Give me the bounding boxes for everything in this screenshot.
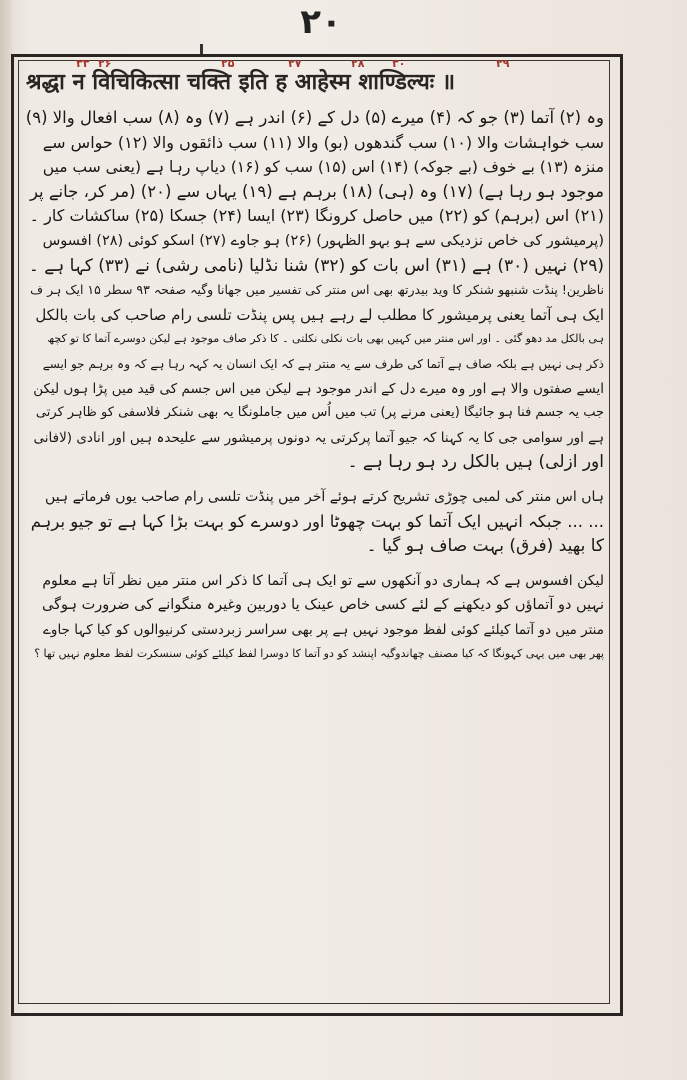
word-number: ۳۳	[76, 57, 90, 70]
sanskrit-mantra: श्रद्धा न विचिकित्सा चक्ति इति ह आहेस्म शाण्डिल्यः ॥	[26, 70, 456, 95]
paragraph-gap	[26, 559, 604, 569]
page-number: ۲۰	[300, 2, 342, 42]
print-mark	[200, 44, 203, 54]
word-number: ۲۹	[496, 57, 510, 70]
text-line: ... ... جبکہ انہیں ایک آتما کو بہت چھوٹا اور دوسرے کو بہت بڑا کہا ہے تو جیو برہم	[30, 511, 604, 531]
word-number: ۲۵	[221, 57, 235, 70]
text-line: لیکن افسوس ہے کہ ہماری دو آنکھوں سے تو ایک ہی آتما کا ذکر اس منتر میں نظر آتا ہے معلوم	[42, 572, 604, 589]
text-line: (پرمیشور کی خاص نزدیکی سے ہو بہو الظہور) (۲۶) ہو جاوے (۲۷) اسکو کوئی (۲۸) افسوس	[42, 232, 604, 249]
urdu-text-body	[26, 106, 604, 1006]
text-line: سب خواہشات والا (۱۰) سب گندھوں (بو) والا (۱۱) سب ذائقوں والا (۱۲) حواس سے	[42, 132, 604, 152]
word-number: ۲۸	[351, 57, 365, 70]
text-line: ایک ہی آتما یعنی پرمیشور کا مطلب لے رہے ہیں پس پنڈت تلسی رام صاحب کی بات بالکل	[35, 305, 604, 324]
text-line: ایسے صفتوں والا ہے اور وہ میرے دل کے اندر موجود ہے لیکن میں اس جسم کی قید میں پڑا ہوں لیکن	[33, 380, 604, 397]
text-line: (۲۹) نہیں (۳۰) ہے (۳۱) اس بات کو (۳۲) شنا نڈلیا (نامی رشی) نے (۳۳) کہا ہے ۔	[28, 255, 604, 276]
word-number: ۲۷	[288, 57, 302, 70]
text-line: منزہ (۱۳) بے خوف (بے جوکہ) (۱۴) اس (۱۵) سب کو (۱۶) دیاپ رہا ہے (یعنی سب میں	[42, 158, 604, 177]
text-line: جب یہ جسم فنا ہو جائیگا (یعنی مرنے پر) تب میں اُس میں جاملونگا یہ بھی شنکر فلاسفی کو ظاہر کرتی	[35, 405, 604, 421]
text-line: وہ (۲) آتما (۳) جو کہ (۴) میرے (۵) دل کے (۶) اندر ہے (۷) وہ (۸) سب افعال والا (۹)	[26, 108, 604, 127]
text-line: (۲۱) اس (برہم) کو (۲۲) میں حاصل کرونگا (۲۳) ایسا (۲۴) جسکا (۲۵) ساکشات کار ۔	[29, 206, 604, 226]
text-line: ناظرین! پنڈت شنبھو شنکر کا وید بیدرتھ بھی اس منتر کی تفسیر میں جھانا وگیہ صفحہ ۹۳ سطر ۱۵ ایک ہر ف	[30, 282, 604, 298]
text-line: پھر بھی میں یہی کہونگا کہ کیا مصنف چھاندوگیہ اپنشد کو دو آتما کا دوسرا لفظ کیلئے کوئی سنسکرت لفظ معلوم نہیں تھا ؟	[34, 647, 604, 661]
text-line: کا بھید (فرق) بہت صاف ہو گیا ۔	[366, 536, 604, 557]
text-line: موجود ہو رہا ہے) (۱۷) وہ (ہی) (۱۸) برہم ہے (۱۹) یہاں سے (۲۰) (مر کر، جانے پر	[29, 181, 604, 201]
text-line: ہے اور سوامی جی کا یہ کہنا کہ جیو آتما پرکرتی یہ دونوں پرمیشور سے علیحدہ ہیں اور انادی (لافانی	[33, 429, 604, 446]
text-line: منتر میں دو آتما کیلئے کوئی لفظ موجود نہیں ہے پر بھی سراسر زبردستی کرنیوالوں کو کیا کہا جاوے	[43, 621, 604, 638]
word-number: ۳۰	[392, 57, 406, 70]
text-line: ذکر ہی نہیں ہے بلکہ صاف ہے آتما کی طرف سے یہ منتر ہے کہ ایک انسان یہ کہہ رہا ہے کہ وہ برہم جو ایسے	[42, 356, 604, 371]
text-line: نہیں دو آتماؤں کو دیکھنے کے لئے کسی خاص عینک یا دوربین وغیرہ منگوانے کی ضرورت ہوگی	[42, 597, 604, 614]
text-line: اور ازلی) ہیں بالکل رد ہو رہا ہے ۔	[347, 452, 604, 473]
paragraph-gap	[26, 475, 604, 485]
text-line: ہی بالکل مد دھو گئی ۔ اور اس منتر میں کہیں بھی بات نکلی نکلتی ۔ کا ذکر صاف موجود ہے لیکن دوسرے آتما کا تو کچھ	[47, 332, 604, 346]
text-line: ہاں اس منتر کی لمبی چوڑی تشریح کرتے ہوئے آخر میں پنڈت تلسی رام صاحب یوں فرماتے ہیں	[45, 488, 604, 505]
word-number: ۲۶	[98, 57, 112, 70]
